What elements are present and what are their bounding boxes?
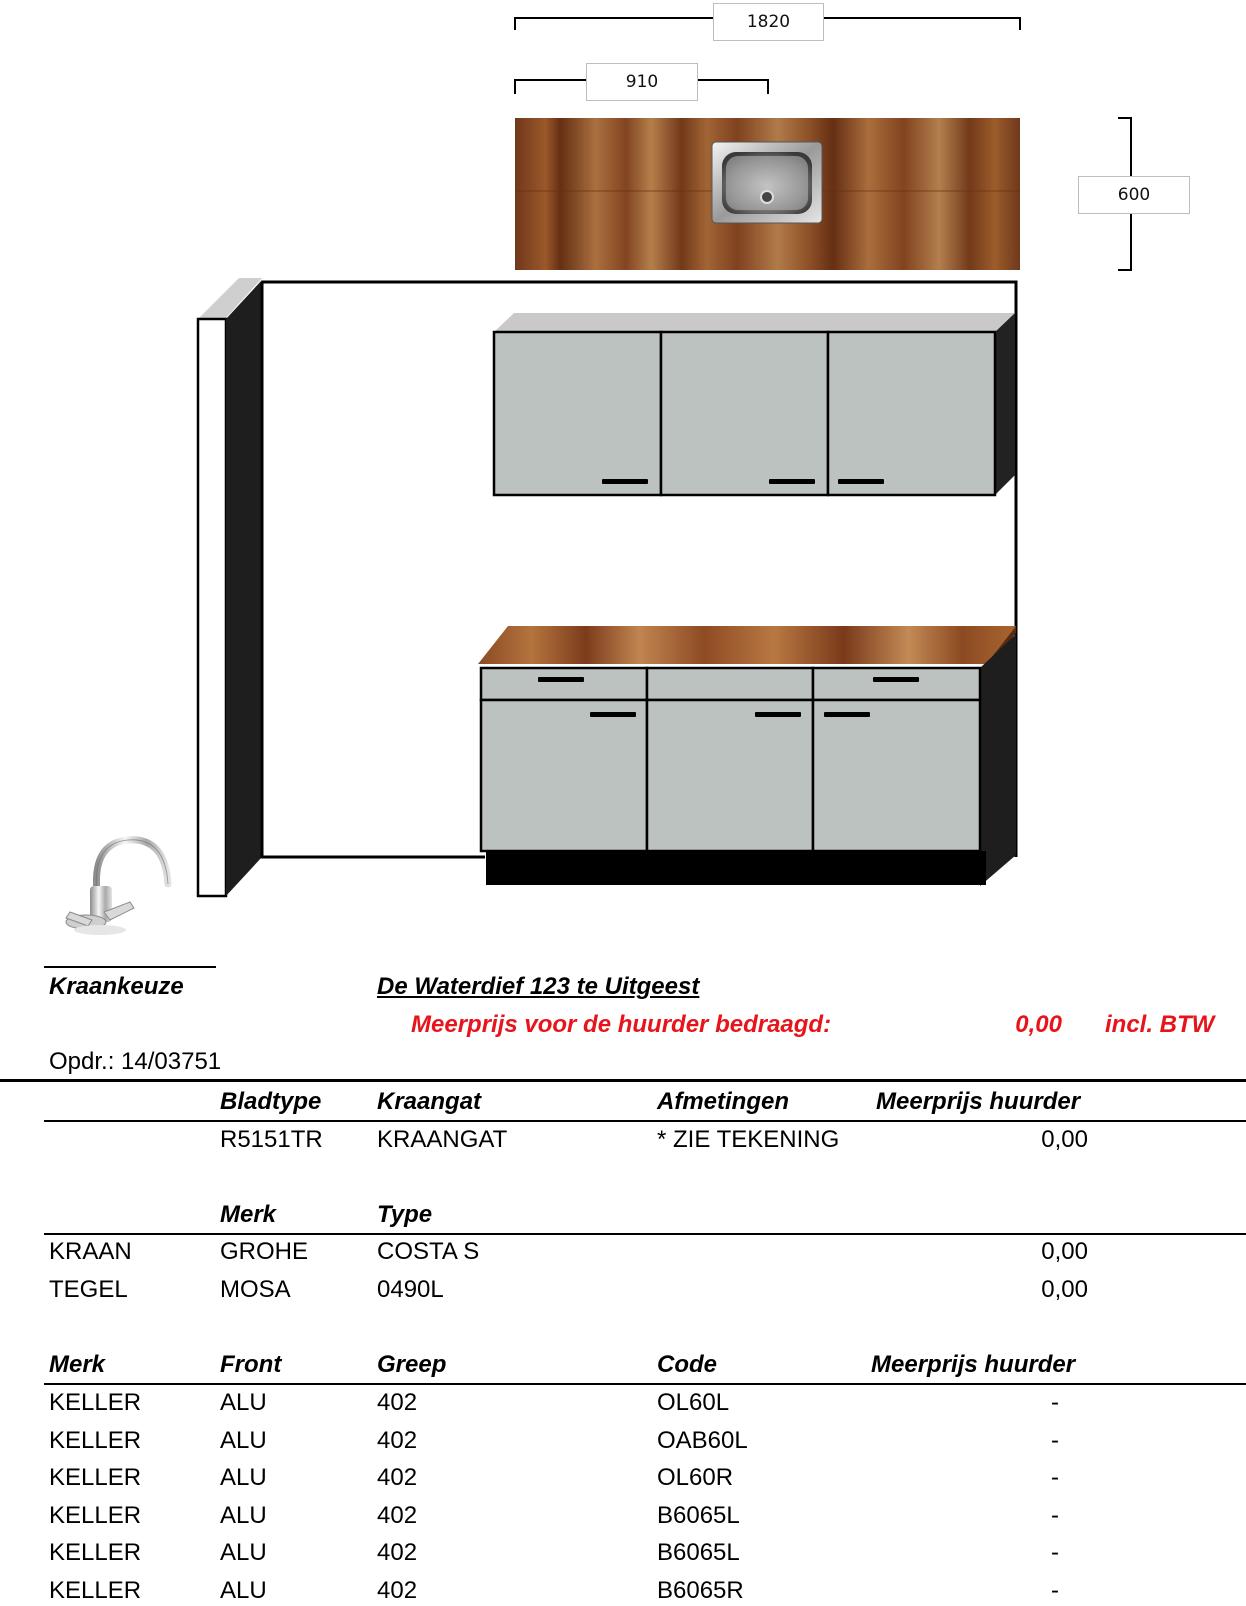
column-header: Code: [657, 1351, 717, 1378]
cell-merk: KELLER: [49, 1389, 142, 1416]
cell-code: B6065L: [657, 1539, 740, 1566]
cell-greep: 402: [377, 1426, 418, 1454]
handle-icon: [769, 479, 815, 484]
cell-label: TEGEL: [49, 1276, 128, 1303]
surcharge-value: 0,00: [1015, 1011, 1062, 1038]
handle-icon: [755, 712, 801, 717]
cell-bladtype: R5151TR: [220, 1126, 323, 1153]
cell-front: ALU: [220, 1539, 267, 1566]
cell-meerprijs: 0,00: [1041, 1126, 1088, 1153]
section-rule: [0, 1079, 1246, 1082]
dimension-label-total-width: 1820: [713, 3, 824, 41]
cell-greep: 402: [377, 1464, 418, 1491]
cell-meerprijs: -: [1051, 1389, 1059, 1416]
cell-afmetingen: * ZIE TEKENING: [657, 1126, 840, 1153]
cell-meerprijs: 0,00: [1041, 1276, 1088, 1303]
cell-meerprijs: -: [1051, 1464, 1059, 1491]
cell-code: OL60L: [657, 1389, 730, 1416]
cell-meerprijs: -: [1051, 1501, 1059, 1529]
cell-label: KRAAN: [49, 1238, 132, 1265]
cell-front: ALU: [220, 1501, 267, 1529]
handle-icon: [838, 479, 884, 484]
cell-code: B6065L: [657, 1501, 740, 1529]
cell-greep: 402: [377, 1389, 418, 1416]
cell-kraangat: KRAANGAT: [377, 1126, 508, 1153]
cell-merk: KELLER: [49, 1501, 142, 1529]
column-header: Afmetingen: [657, 1088, 789, 1115]
cell-meerprijs: 0,00: [1041, 1238, 1088, 1265]
cell-type: COSTA S: [377, 1238, 480, 1265]
cell-meerprijs: -: [1051, 1426, 1059, 1454]
handle-icon: [824, 712, 870, 717]
header-rule: [44, 1233, 1246, 1235]
faucet-icon: [66, 840, 168, 935]
cell-front: ALU: [220, 1576, 267, 1604]
page-title: Kraankeuze: [49, 973, 184, 1000]
column-header: Type: [377, 1201, 433, 1228]
cell-merk: MOSA: [220, 1276, 291, 1303]
cell-greep: 402: [377, 1539, 418, 1566]
cell-merk: GROHE: [220, 1238, 309, 1265]
cell-front: ALU: [220, 1464, 267, 1491]
column-header: Merk: [220, 1201, 277, 1228]
surcharge-label: Meerprijs voor de huurder bedraagd:: [411, 1011, 832, 1038]
column-header: Meerprijs huurder: [876, 1088, 1081, 1115]
dimension-label-depth: 600: [1078, 176, 1190, 214]
cell-merk: KELLER: [49, 1426, 142, 1454]
cell-front: ALU: [220, 1426, 267, 1454]
sink-icon: [712, 142, 822, 223]
header-rule: [44, 1120, 1246, 1122]
cell-greep: 402: [377, 1501, 418, 1529]
column-header: Greep: [377, 1351, 447, 1378]
cell-merk: KELLER: [49, 1576, 142, 1604]
cell-type: 0490L: [377, 1276, 444, 1303]
title-rule: [44, 966, 216, 968]
cell-merk: KELLER: [49, 1539, 142, 1566]
handle-icon: [538, 677, 584, 682]
cell-meerprijs: -: [1051, 1539, 1059, 1566]
cell-code: OL60R: [657, 1464, 734, 1491]
worktop-front: [478, 626, 1016, 670]
column-header: Merk: [49, 1351, 106, 1378]
side-panel: [198, 278, 262, 896]
column-header: Front: [220, 1351, 282, 1378]
wall-cabinets: [494, 313, 1015, 495]
handle-icon: [590, 712, 636, 717]
handle-icon: [602, 479, 648, 484]
dimension-label-sink-position: 910: [586, 63, 698, 101]
header-rule: [44, 1383, 1246, 1385]
column-header: Meerprijs huurder: [871, 1351, 1076, 1378]
handle-icon: [873, 677, 919, 682]
project-address: De Waterdief 123 te Uitgeest: [377, 973, 700, 1000]
surcharge-unit: incl. BTW: [1105, 1011, 1215, 1038]
cell-greep: 402: [377, 1576, 418, 1604]
cell-code: OAB60L: [657, 1426, 748, 1454]
cell-merk: KELLER: [49, 1464, 142, 1491]
base-cabinets: [481, 634, 1016, 886]
cell-front: ALU: [220, 1389, 267, 1416]
column-header: Kraangat: [377, 1088, 482, 1115]
column-header: Bladtype: [220, 1088, 322, 1115]
cell-meerprijs: -: [1051, 1576, 1059, 1604]
cell-code: B6065R: [657, 1576, 744, 1604]
order-number: Opdr.: 14/03751: [49, 1048, 222, 1075]
